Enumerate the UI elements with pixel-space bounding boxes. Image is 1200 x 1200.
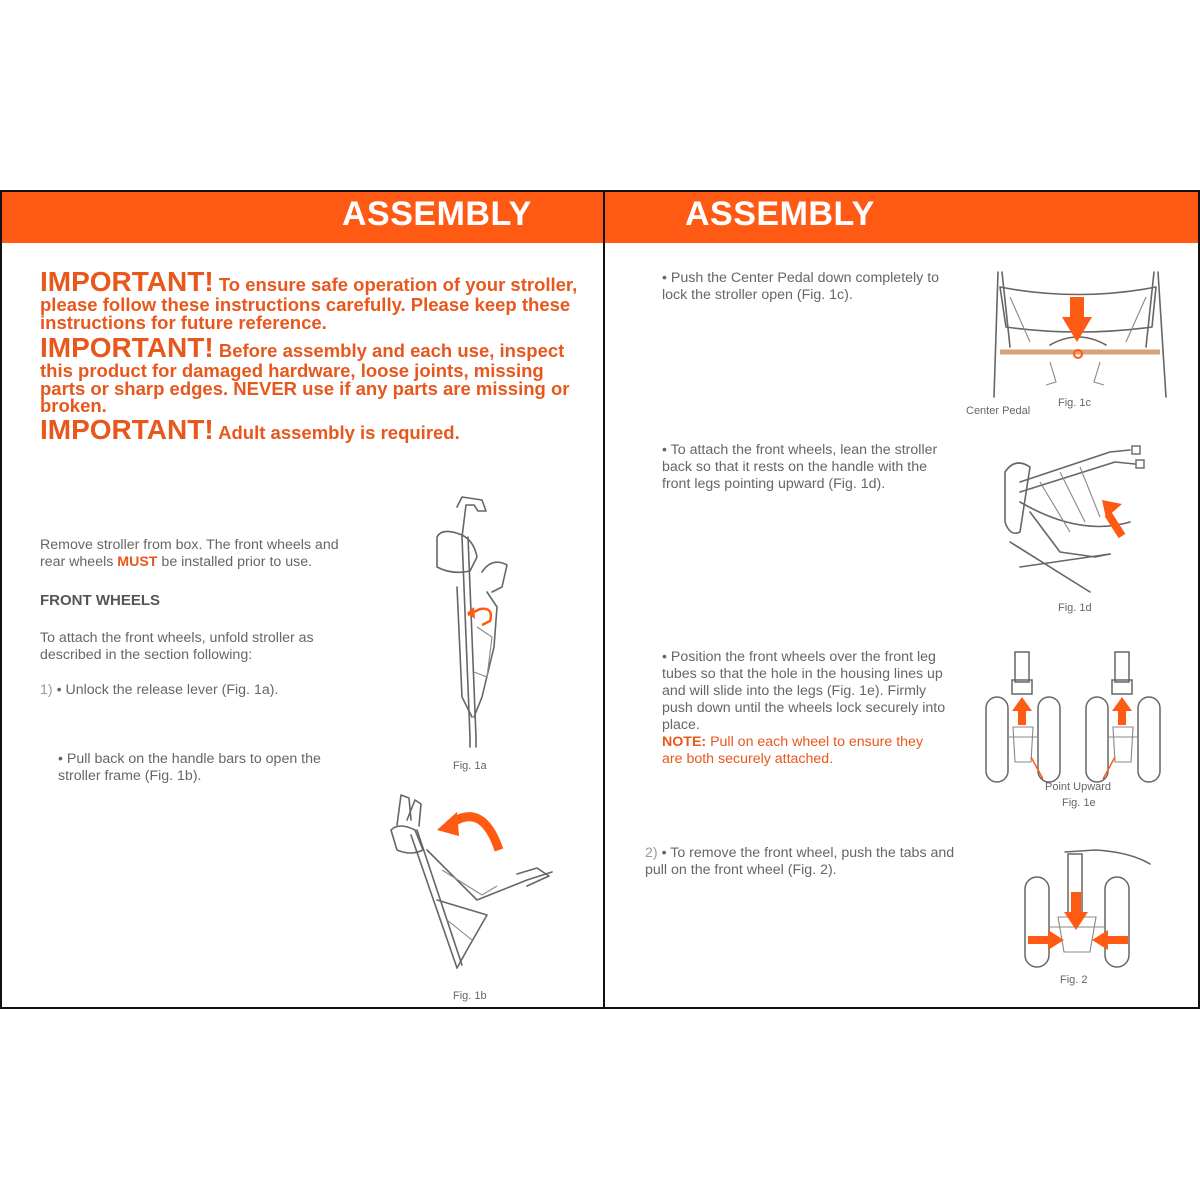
fig-1c-illustration bbox=[990, 267, 1170, 407]
important-notice-2 bbox=[40, 334, 580, 415]
important-notice-3 bbox=[40, 416, 580, 444]
important-text: Before assembly and each use, inspect this product for damaged hardware, loose joints, missing parts or sharp edges. NEVER use if any parts are missing or broken. bbox=[40, 340, 570, 416]
manual-spread bbox=[0, 190, 1200, 1009]
fig-2-illustration bbox=[1020, 842, 1170, 972]
left-banner-title: ASSEMBLY bbox=[342, 195, 532, 233]
intro-text: Remove stroller from box. The front wheels and rear wheels bbox=[40, 537, 339, 570]
section-title: FRONT WHEELS bbox=[40, 592, 160, 609]
fig-1b-caption: Fig. 1b bbox=[453, 990, 487, 1002]
step-1 bbox=[40, 682, 360, 699]
right-banner-title: ASSEMBLY bbox=[685, 195, 875, 233]
step-1c: • Push the Center Pedal down completely to lock the stroller open (Fig. 1c). bbox=[662, 270, 940, 303]
important-label: IMPORTANT! bbox=[40, 414, 214, 445]
left-banner bbox=[2, 192, 603, 243]
fig-1e-caption: Fig. 1e bbox=[1062, 797, 1096, 809]
step-1e bbox=[662, 649, 947, 768]
fig-2-caption: Fig. 2 bbox=[1060, 974, 1088, 986]
important-label: IMPORTANT! bbox=[40, 266, 214, 297]
step-1b: • Pull back on the handle bars to open the stroller frame (Fig. 1b). bbox=[58, 751, 321, 784]
left-page bbox=[0, 192, 605, 1007]
point-upward-label: Point Upward bbox=[1045, 781, 1112, 793]
fig-1a-caption: Fig. 1a bbox=[453, 760, 487, 772]
step-number: 1) bbox=[40, 682, 53, 698]
fig-1e-illustration bbox=[983, 647, 1183, 787]
note-text: Pull on each wheel to ensure they are both securely attached. bbox=[662, 734, 924, 767]
right-banner bbox=[605, 192, 1198, 243]
important-text: To ensure safe operation of your stroller, please follow these instructions carefully. Please keep these instructions for future reference. bbox=[40, 274, 578, 333]
right-page bbox=[605, 192, 1200, 1007]
important-label: IMPORTANT! bbox=[40, 332, 214, 363]
center-pedal-label: Center Pedal bbox=[966, 405, 1031, 417]
fig-1d-caption: Fig. 1d bbox=[1058, 602, 1092, 614]
fig-1c-caption: Fig. 1c bbox=[1058, 397, 1092, 409]
step-1e-text: • Position the front wheels over the front leg tubes so that the hole in the housing lines up and will slide into the legs (Fig. 1e). Firmly push down until the wheels lock securely into place. bbox=[662, 649, 946, 733]
step-2 bbox=[645, 845, 955, 879]
important-notice-1 bbox=[40, 268, 580, 331]
fig-1a-illustration bbox=[422, 497, 532, 757]
important-text: Adult assembly is required. bbox=[213, 422, 460, 443]
note-label: NOTE: bbox=[662, 734, 707, 750]
fig-1d-illustration bbox=[1000, 442, 1170, 607]
step-text: • Unlock the release lever (Fig. 1a). bbox=[56, 682, 279, 698]
intro-text-end: be installed prior to use. bbox=[157, 554, 313, 570]
fig-1b-illustration bbox=[387, 790, 567, 980]
must-emphasis: MUST bbox=[117, 554, 158, 570]
step-1d: • To attach the front wheels, lean the stroller back so that it rests on the handle with the front legs pointing upward (Fig. 1d). bbox=[662, 442, 938, 492]
intro-paragraph bbox=[40, 537, 360, 571]
step-text: • To remove the front wheel, push the tabs and pull on the front wheel (Fig. 2). bbox=[645, 845, 955, 878]
attach-instructions: To attach the front wheels, unfold stroller as described in the section following: bbox=[40, 630, 314, 663]
step-number: 2) bbox=[645, 845, 658, 861]
